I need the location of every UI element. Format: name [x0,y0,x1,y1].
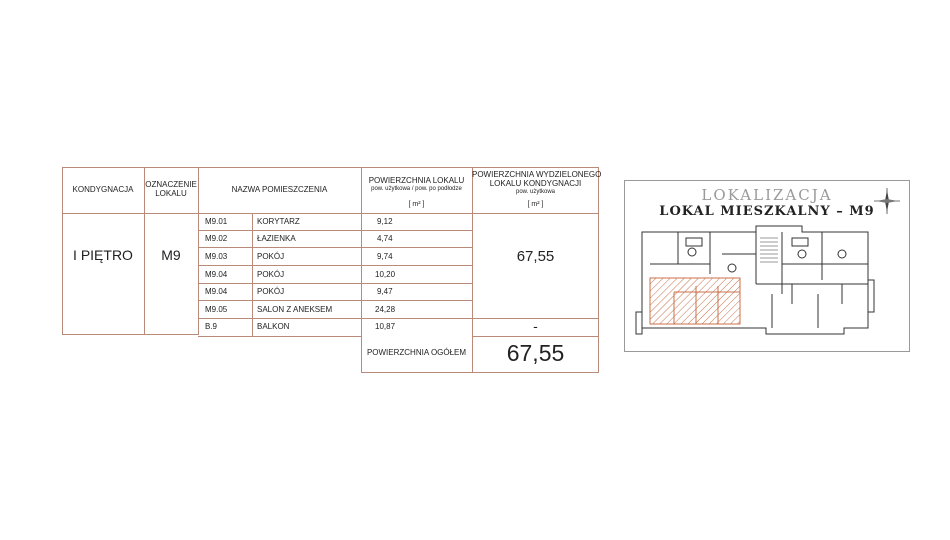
room-area: 9,47 [377,287,393,296]
header-pow-lokalu-unit: [ m² ] [408,201,425,208]
room-area: 4,74 [377,234,393,243]
room-code: M9.04 [205,287,228,296]
wydzielona-value: 67,55 [516,248,555,265]
room-code: B.9 [205,322,218,331]
header-oznaczenie-2: LOKALU [155,189,187,198]
room-area: 24,28 [375,305,396,314]
floor-plan [632,224,878,340]
apartment-highlight [650,278,740,324]
room-code: M9.02 [205,234,228,243]
header-pow-lokalu-sub: pow. użytkowa / pow. po podłodze [371,186,462,192]
header-pow-wydz: POWIERZCHNIA WYDZIELONEGO [472,170,602,179]
location-subtitle: LOKAL MIESZKALNY – M9 [659,204,875,219]
header-pow-lokalu: POWIERZCHNIA LOKALU [368,176,465,185]
lokal-value: M9 [161,247,181,263]
total-value: 67,55 [506,340,565,366]
room-code: M9.04 [205,270,228,279]
room-name: KORYTARZ [257,217,300,226]
room-code: M9.01 [205,217,228,226]
room-area: 9,74 [377,252,393,261]
room-area: 10,87 [375,322,396,331]
room-name: POKÓJ [257,270,285,279]
compass-icon [872,186,902,216]
balkon-wydzielona: - [533,318,538,334]
header-oznaczenie: OZNACZENIE [145,180,197,189]
room-code: M9.05 [205,305,228,314]
room-name: SALON Z ANEKSEM [257,305,333,314]
room-name: POKÓJ [257,252,285,261]
header-pow-wydz-2: LOKALU KONDYGNACJI [489,179,582,188]
kondygnacja-value: I PIĘTRO [73,247,133,263]
room-name: BALKON [257,322,290,331]
room-name: ŁAZIENKA [257,234,296,243]
header-pow-wydz-unit: [ m² ] [527,201,544,208]
header-nazwa: NAZWA POMIESZCZENIA [231,185,328,194]
room-name: POKÓJ [257,287,285,296]
total-label: POWIERZCHNIA OGÓŁEM [366,348,467,357]
location-title: LOKALIZACJA [701,186,833,204]
header-kondygnacja: KONDYGNACJA [72,185,134,194]
room-area: 9,12 [377,217,393,226]
header-pow-wydz-sub: pow. użytkowa [515,189,556,195]
room-code: M9.03 [205,252,228,261]
room-area: 10,20 [375,270,396,279]
